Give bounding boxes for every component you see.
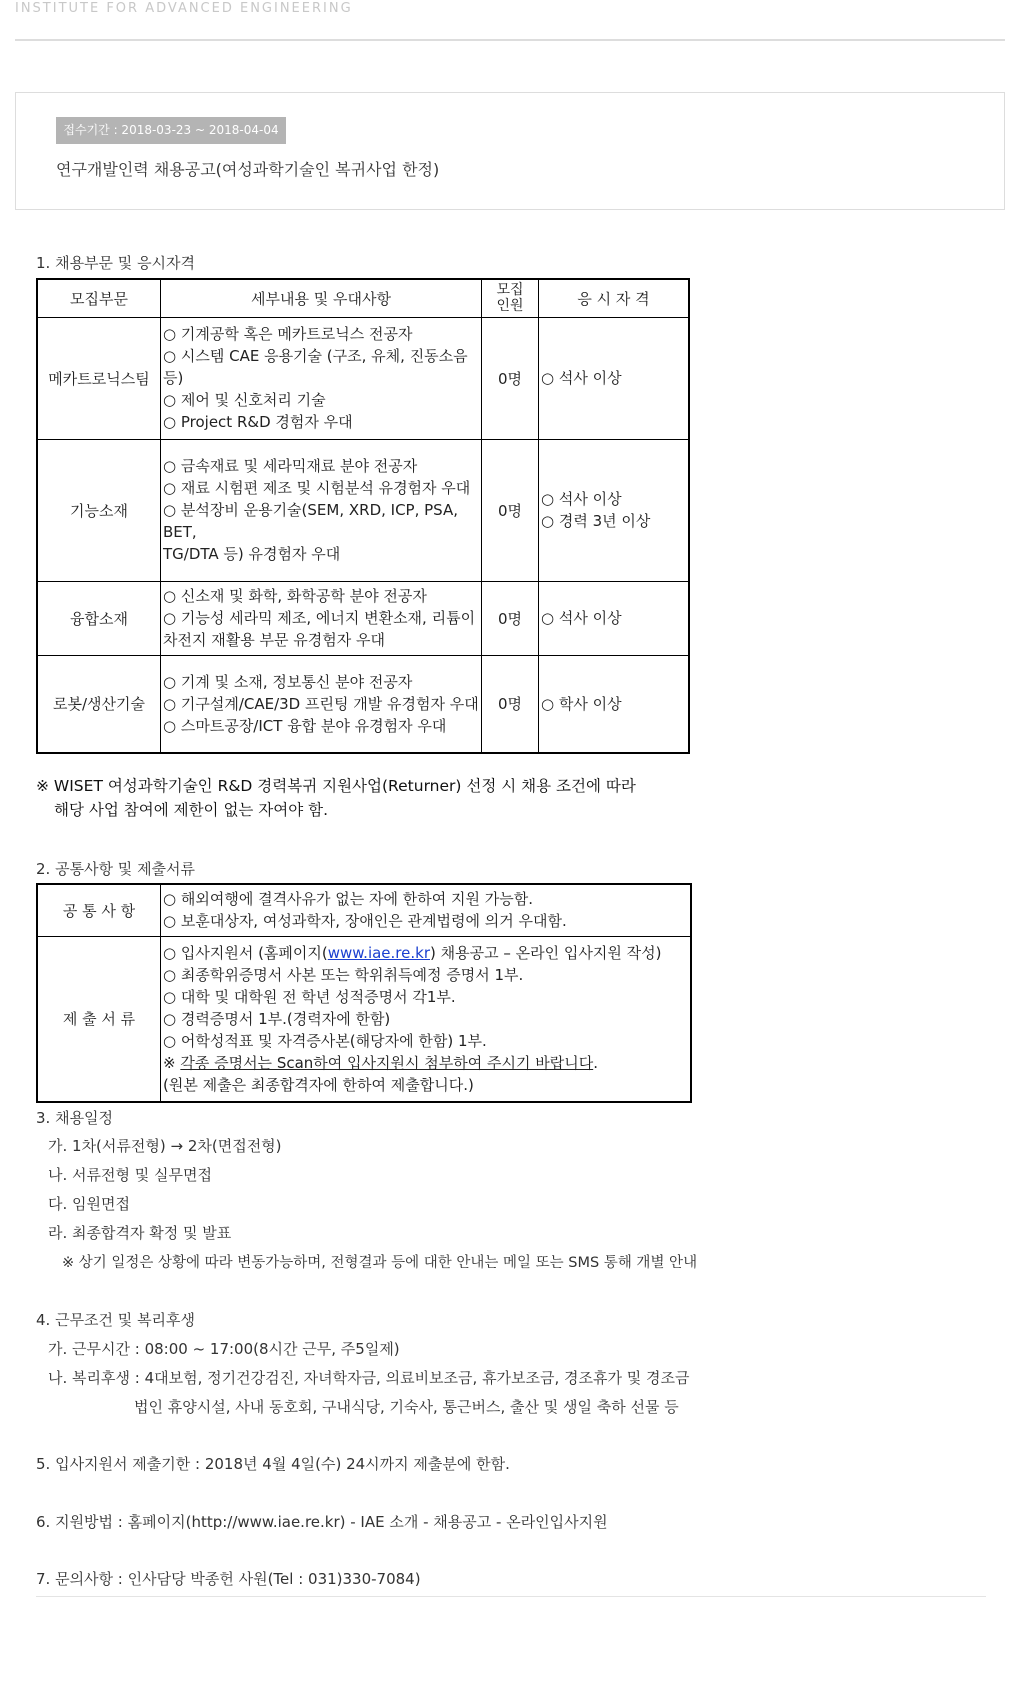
doc-item-text: ○ 입사지원서 (홈페이지(	[163, 943, 328, 962]
doc-item: ○ 경력증명서 1부.(경력자에 한함)	[163, 1009, 391, 1028]
detail-item: ○ 기계 및 소재, 정보통신 분야 전공자	[163, 672, 413, 691]
schedule-item: 나. 서류전형 및 실무면접	[48, 1166, 212, 1184]
count-cell: 0명	[482, 581, 539, 655]
section4-heading: 4. 근무조건 및 복리후생	[36, 1311, 196, 1329]
count-cell: 0명	[482, 439, 539, 581]
dept-cell: 기능소재	[37, 439, 161, 581]
work-hours: 가. 근무시간 : 08:00 ~ 17:00(8시간 근무, 주5일제)	[48, 1340, 400, 1358]
deadline-text: 5. 입사지원서 제출기한 : 2018년 4월 4일(수) 24시까지 제출분에 한함.	[36, 1455, 510, 1473]
qual-cell	[539, 317, 690, 439]
qual-cell	[539, 581, 690, 655]
count-cell: 0명	[482, 655, 539, 753]
detail-item: ○ 기계공학 혹은 메카트로닉스 전공자	[163, 325, 413, 343]
qual-cell	[539, 439, 690, 581]
details-cell	[161, 581, 482, 655]
table-row	[37, 439, 689, 581]
table-row	[37, 655, 689, 753]
doc-item-text: ) 채용공고 – 온라인 입사지원 작성)	[430, 943, 662, 962]
docs-items-cell	[161, 936, 692, 1102]
table-row	[37, 884, 691, 936]
table-row	[37, 317, 689, 439]
qual-item: ○ 학사 이상	[541, 694, 622, 713]
detail-item: ○ 기능성 세라믹 제조, 에너지 변환소재, 리튬이차전지 재활용 부문 유경험자 우대	[163, 609, 476, 649]
qual-item: ○ 경력 3년 이상	[541, 512, 651, 530]
common-item: ○ 해외여행에 결격사유가 없는 자에 한하여 지원 가능함.	[163, 890, 534, 909]
notice-box	[15, 92, 1005, 210]
section1-heading: 1. 채용부문 및 응시자격	[36, 254, 196, 272]
detail-item: ○ 기구설계/CAE/3D 프린팅 개발 유경험자 우대	[163, 694, 479, 713]
wiset-note-line2: 해당 사업 참여에 제한이 없는 자여야 함.	[54, 801, 329, 819]
doc-note-original: (원본 제출은 최종합격자에 한하여 제출합니다.)	[163, 1075, 474, 1094]
schedule-item: 가. 1차(서류전형) → 2차(면접전형)	[48, 1137, 282, 1155]
detail-item: ○ 시스템 CAE 응용기술 (구조, 유체, 진동소음 등)	[163, 347, 468, 387]
section2-heading: 2. 공통사항 및 제출서류	[36, 860, 196, 878]
table-header-row	[37, 279, 689, 317]
footer-divider	[36, 1596, 986, 1597]
doc-note-underlined: 각종 증명서는 Scan하여 입사지원시 첨부하여 주시기 바랍니다	[180, 1053, 594, 1072]
detail-item: ○ 분석장비 운용기술(SEM, XRD, ICP, PSA, BET,	[163, 501, 459, 541]
details-cell	[161, 655, 482, 753]
details-cell	[161, 439, 482, 581]
contact-text: 7. 문의사항 : 인사담당 박종헌 사원(Tel : 031)330-7084)	[36, 1570, 421, 1588]
doc-note-mark: ※	[163, 1053, 181, 1072]
doc-item: ○ 최종학위증명서 사본 또는 학위취득예정 증명서 1부.	[163, 965, 524, 984]
schedule-note: ※ 상기 일정은 상황에 따라 변동가능하며, 전형결과 등에 대한 안내는 메일 또는 SMS 통해 개별 안내	[62, 1255, 698, 1271]
col-header-count: 모집 인원	[482, 279, 539, 317]
detail-item: ○ 금속재료 및 세라믹재료 분야 전공자	[163, 457, 418, 475]
docs-label: 제 출 서 류	[37, 936, 161, 1102]
section3-heading: 3. 채용일정	[36, 1109, 114, 1127]
schedule-item: 라. 최종합격자 확정 및 발표	[48, 1224, 232, 1242]
doc-item	[163, 942, 688, 964]
welfare-line2: 법인 휴양시설, 사내 동호회, 구내식당, 기숙사, 통근버스, 출산 및 생일 축하 선물 등	[134, 1398, 679, 1416]
dept-cell: 융합소재	[37, 581, 161, 655]
header-divider	[15, 39, 1005, 41]
col-header-details: 세부내용 및 우대사항	[161, 279, 482, 317]
count-cell: 0명	[482, 317, 539, 439]
apply-method-text: 6. 지원방법 : 홈페이지(http://www.iae.re.kr) - IAE 소개 - 채용공고 - 온라인입사지원	[36, 1513, 608, 1531]
application-period-badge: 접수기간 : 2018-03-23 ~ 2018-04-04	[56, 117, 286, 144]
common-item: ○ 보훈대상자, 여성과학자, 장애인은 관계법령에 의거 우대함.	[163, 912, 567, 931]
doc-note	[163, 1052, 688, 1074]
requirements-table	[36, 883, 692, 1103]
detail-item: TG/DTA 등) 유경험자 우대	[163, 545, 341, 563]
detail-item: ○ Project R&D 경험자 우대	[163, 413, 353, 431]
doc-item: ○ 어학성적표 및 자격증사본(해당자에 한함) 1부.	[163, 1031, 487, 1050]
schedule-item: 다. 임원면접	[48, 1195, 130, 1213]
recruitment-table	[36, 278, 690, 754]
dept-cell: 메카트로닉스팀	[37, 317, 161, 439]
table-row	[37, 581, 689, 655]
detail-item: ○ 제어 및 신호처리 기술	[163, 391, 326, 409]
qual-item: ○ 석사 이상	[541, 369, 622, 387]
welfare-line1: 나. 복리후생 : 4대보험, 정기건강검진, 자녀학자금, 의료비보조금, 휴가보조금, 경조휴가 및 경조금	[48, 1369, 690, 1387]
detail-item: ○ 스마트공장/ICT 융합 분야 유경험자 우대	[163, 716, 447, 735]
detail-item: ○ 신소재 및 화학, 화학공학 분야 전공자	[163, 587, 427, 605]
doc-note-end: .	[593, 1053, 598, 1072]
table-row	[37, 936, 691, 1102]
homepage-link[interactable]: www.iae.re.kr	[327, 943, 430, 962]
notice-title: 연구개발인력 채용공고(여성과학기술인 복귀사업 한정)	[56, 160, 440, 179]
details-cell	[161, 317, 482, 439]
detail-item: ○ 재료 시험편 제조 및 시험분석 유경험자 우대	[163, 479, 471, 497]
common-items-cell	[161, 884, 692, 936]
wiset-note-line1: ※ WISET 여성과학기술인 R&D 경력복귀 지원사업(Returner) 선정 시 채용 조건에 따라	[36, 777, 636, 795]
common-label: 공 통 사 항	[37, 884, 161, 936]
org-name: INSTITUTE FOR ADVANCED ENGINEERING	[15, 1, 353, 16]
col-header-dept: 모집부문	[37, 279, 161, 317]
dept-cell: 로봇/생산기술	[37, 655, 161, 753]
wiset-note	[36, 774, 636, 822]
qual-cell	[539, 655, 690, 753]
qual-item: ○ 석사 이상	[541, 609, 622, 627]
doc-item: ○ 대학 및 대학원 전 학년 성적증명서 각1부.	[163, 987, 456, 1006]
qual-item: ○ 석사 이상	[541, 490, 622, 508]
col-header-qual: 응 시 자 격	[539, 279, 690, 317]
